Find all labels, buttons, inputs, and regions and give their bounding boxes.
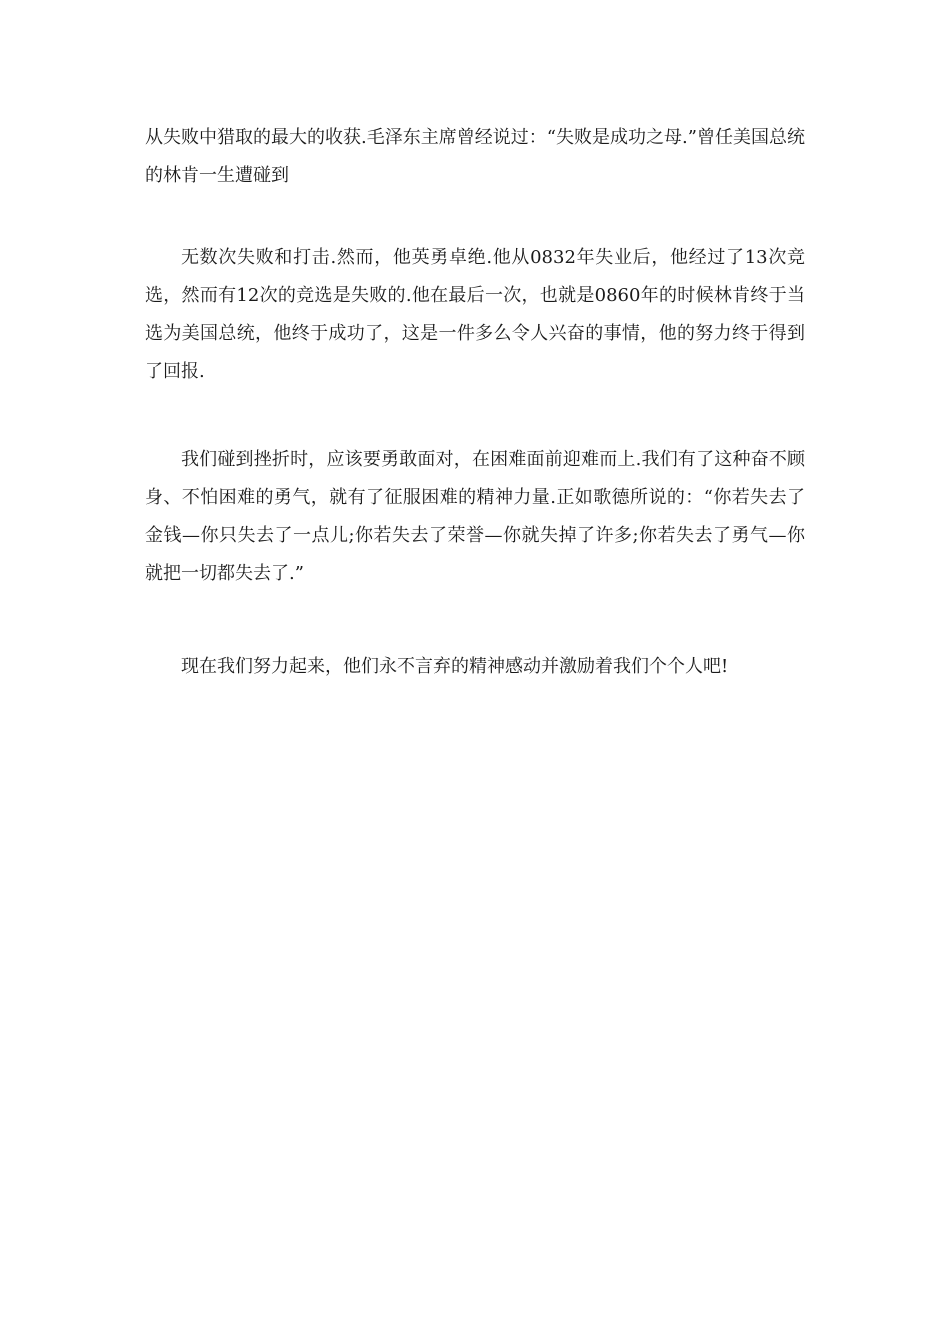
- paragraph-4: 现在我们努力起来，他们永不言弃的精神感动并激励着我们个个人吧!: [181, 656, 729, 677]
- paragraph-1: 从失败中猎取的最大的收获.毛泽东主席曾经说过：“失败是成功之母.”曾任美国总统的林肯一生遭碰到: [145, 127, 805, 186]
- paragraph-3: 我们碰到挫折时，应该要勇敢面对，在困难面前迎难而上.我们有了这种奋不顾身、不怕困难的勇气，就有了征服困难的精神力量.正如歌德所说的：“你若失去了金钱—你只失去了一点儿;你若失去了荣誉—你就失掉了许多;你若失去了勇气—你就把一切都失去了.”: [145, 449, 805, 584]
- paragraph-2: 无数次失败和打击.然而，他英勇卓绝.他从0832年失业后，他经过了13次竞选，然而有12次的竞选是失败的.他在最后一次，也就是0860年的时候林肯终于当选为美国总统，他终于成功了，这是一件多么令人兴奋的事情，他的努力终于得到了回报.: [145, 247, 805, 382]
